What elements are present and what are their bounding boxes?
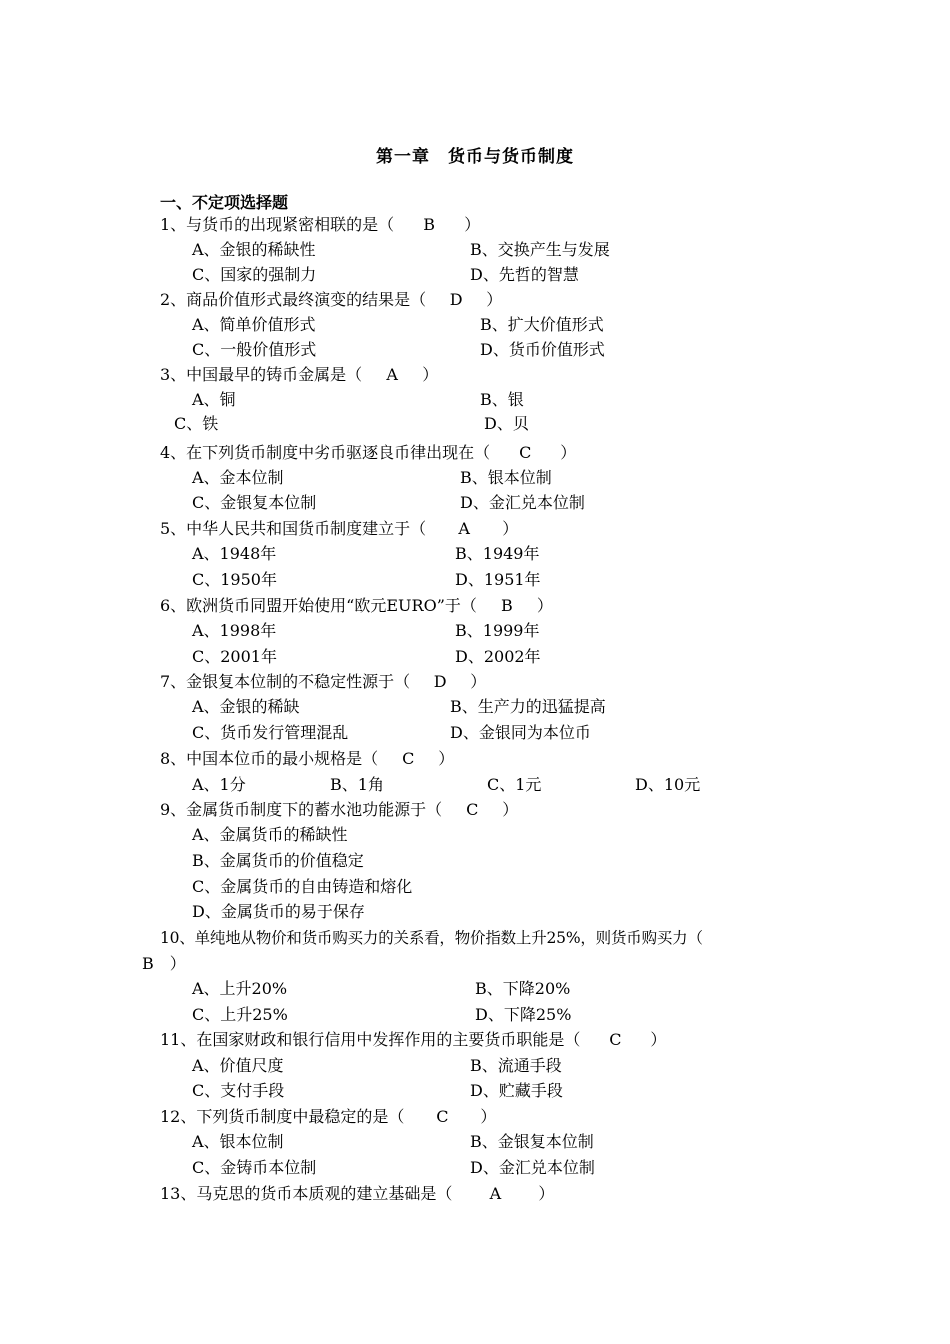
- option: B、生产力的迅猛提高: [450, 697, 606, 716]
- option: D、金汇兑本位制: [460, 493, 585, 512]
- question-1: 1、与货币的出现紧密相联的是（ B ）: [160, 215, 481, 234]
- option: B、交换产生与发展: [470, 240, 610, 259]
- option: B、1角: [330, 775, 384, 794]
- question-9: 9、金属货币制度下的蓄水池功能源于（ C ）: [160, 800, 519, 819]
- option: D、先哲的智慧: [470, 265, 579, 284]
- option: A、铜: [192, 390, 236, 409]
- option: A、金银的稀缺: [192, 697, 300, 716]
- option: C、上升25%: [192, 1005, 288, 1024]
- option: D、贝: [484, 414, 529, 433]
- question-10: 10、单纯地从物价和货币购买力的关系看，物价指数上升25%，则货币购买力（: [160, 929, 703, 947]
- option: B、下降20%: [475, 979, 571, 998]
- answer: C: [402, 749, 415, 768]
- option: A、银本位制: [192, 1132, 284, 1151]
- option: D、货币价值形式: [480, 340, 605, 359]
- option: D、下降25%: [475, 1005, 572, 1024]
- question-6: 6、欧洲货币同盟开始使用“欧元EURO”于（ B ）: [160, 596, 553, 615]
- answer: D: [433, 672, 447, 691]
- option: B、银本位制: [460, 468, 552, 487]
- option: C、1950年: [192, 570, 277, 589]
- option: B、金银复本位制: [470, 1132, 594, 1151]
- answer: C: [519, 443, 532, 462]
- option: C、支付手段: [192, 1081, 285, 1100]
- answer: D: [449, 290, 463, 309]
- option: C、一般价值形式: [192, 340, 317, 359]
- option: C、国家的强制力: [192, 265, 317, 284]
- option: D、10元: [635, 775, 701, 794]
- option: C、铁: [174, 414, 219, 433]
- option: C、金铸币本位制: [192, 1158, 317, 1177]
- option: B、银: [480, 390, 524, 409]
- question-13: 13、马克思的货币本质观的建立基础是（ A ）: [160, 1184, 555, 1203]
- option: C、金属货币的自由铸造和熔化: [192, 877, 413, 896]
- option: D、金汇兑本位制: [470, 1158, 595, 1177]
- option: D、贮藏手段: [470, 1081, 563, 1100]
- answer: A: [458, 519, 470, 538]
- chapter-title: 第一章 货币与货币制度: [376, 147, 574, 167]
- option: C、2001年: [192, 647, 277, 666]
- option: B、1949年: [455, 544, 540, 563]
- answer: C: [609, 1030, 622, 1049]
- question-11: 11、在国家财政和银行信用中发挥作用的主要货币职能是（ C ）: [160, 1030, 667, 1049]
- question-5: 5、中华人民共和国货币制度建立于（ A ）: [160, 519, 519, 538]
- option: A、1分: [192, 775, 246, 794]
- option: A、上升20%: [192, 979, 288, 998]
- option: D、金银同为本位币: [450, 723, 591, 742]
- question-7: 7、金银复本位制的不稳定性源于（ D ）: [160, 672, 487, 691]
- answer: C: [466, 800, 479, 819]
- option: A、金本位制: [192, 468, 284, 487]
- question-8: 8、中国本位币的最小规格是（ C ）: [160, 749, 455, 768]
- question-3: 3、中国最早的铸币金属是（ A ）: [160, 365, 439, 384]
- answer: B: [500, 596, 513, 615]
- option: A、价值尺度: [192, 1056, 284, 1075]
- answer: A: [489, 1184, 502, 1203]
- question-4: 4、在下列货币制度中劣币驱逐良币律出现在（ C ）: [160, 443, 577, 462]
- section-heading: 一、不定项选择题: [160, 193, 289, 212]
- option: A、金属货币的稀缺性: [192, 825, 348, 844]
- option: C、1元: [487, 775, 542, 794]
- option: D、2002年: [455, 647, 541, 666]
- question-2: 2、商品价值形式最终演变的结果是（ D ）: [160, 290, 503, 309]
- option: B、流通手段: [470, 1056, 562, 1075]
- option: D、1951年: [455, 570, 541, 589]
- answer: B: [423, 215, 436, 234]
- option: A、金银的稀缺性: [192, 240, 316, 259]
- option: A、1948年: [192, 544, 277, 563]
- answer: A: [386, 365, 398, 384]
- option: B、扩大价值形式: [480, 315, 604, 334]
- option: C、货币发行管理混乱: [192, 723, 349, 742]
- question-12: 12、下列货币制度中最稳定的是（ C ）: [160, 1107, 497, 1126]
- option: B、1999年: [455, 621, 540, 640]
- option: B、金属货币的价值稳定: [192, 851, 364, 870]
- option: A、1998年: [192, 621, 277, 640]
- option: C、金银复本位制: [192, 493, 317, 512]
- question-10-continuation: B ）: [142, 954, 186, 973]
- answer: C: [436, 1107, 449, 1126]
- option: D、金属货币的易于保存: [192, 902, 365, 921]
- option: A、简单价值形式: [192, 315, 316, 334]
